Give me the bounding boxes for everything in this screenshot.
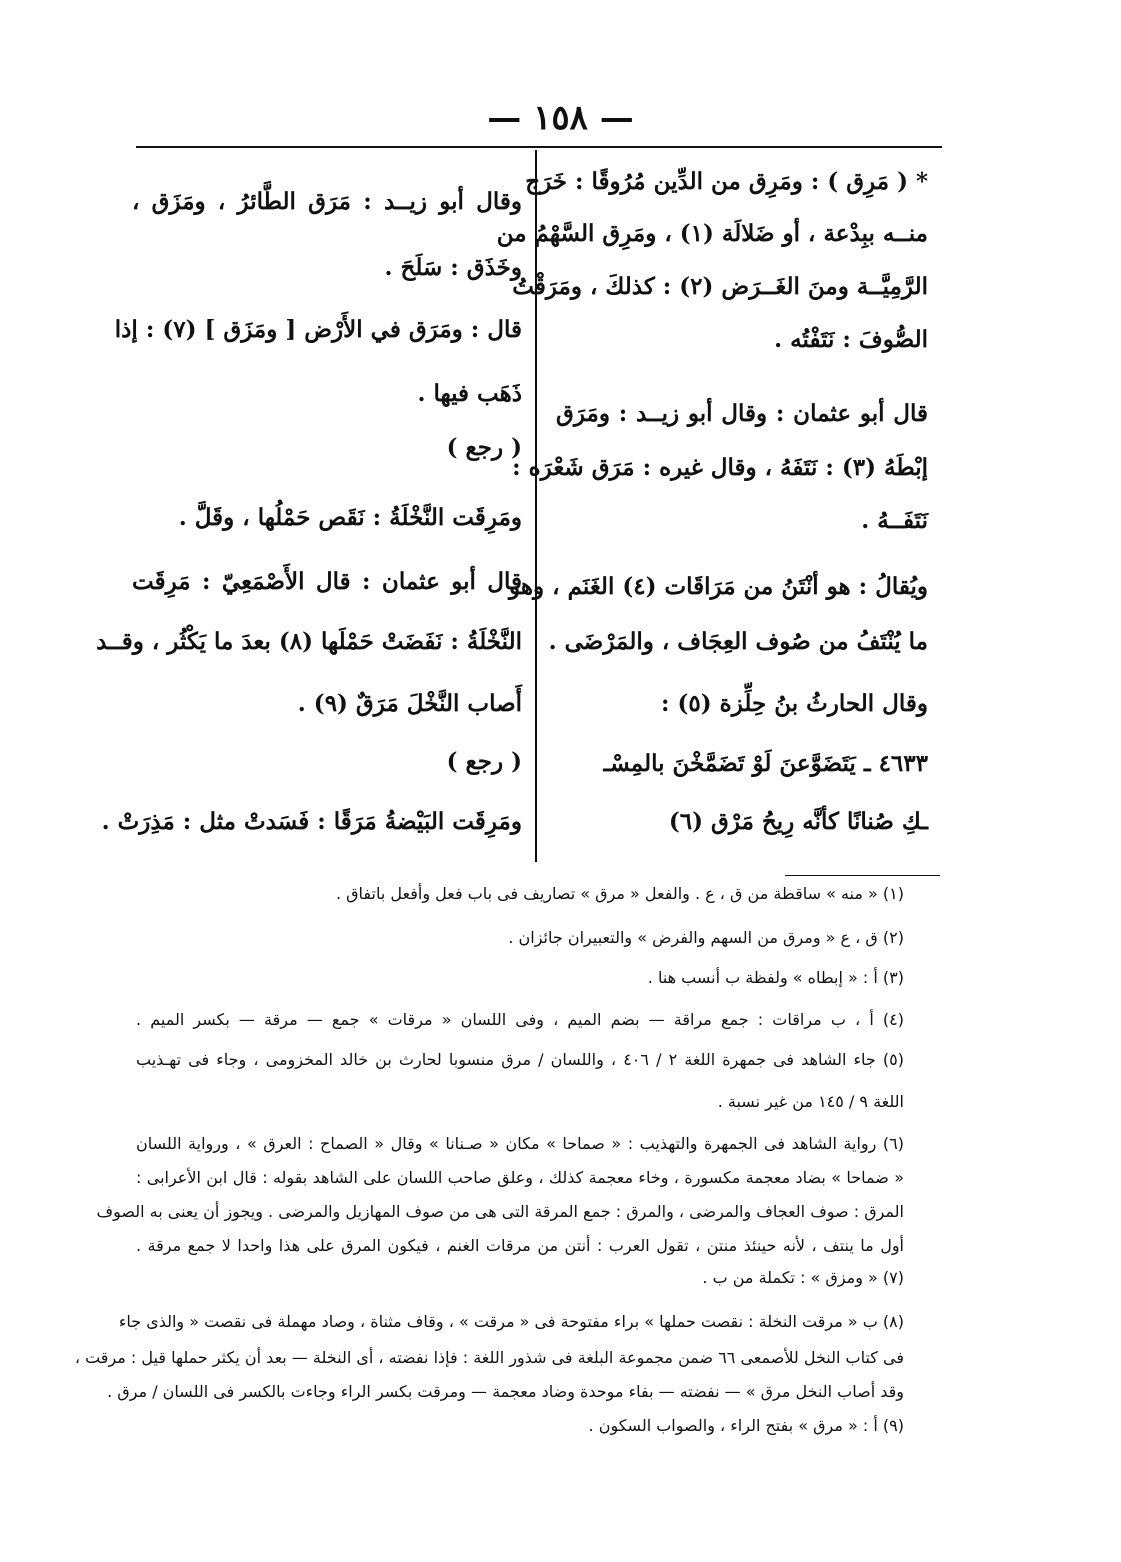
text-line: الصُّوفَ : نَتَفْتُه . — [774, 326, 928, 353]
text-line: وقال الحارثُ بنُ حِلِّزة (٥) : — [661, 690, 928, 717]
text-line: وخَذَق : سَلَحَ . — [384, 254, 522, 281]
footnote-line: المرق : صوف العجاف والمرضى ، والمرق : جمع المرقة التى هى من صوف المهازيل والمرضى . ويجوز أن يعنى به الصوف — [96, 1202, 904, 1221]
text-line: ومَرِقَت البَيْضةُ مَرَقًا : فَسَدتْ مثل : مَذِرَتْ . — [101, 808, 522, 835]
text-line: ـكِ صُنانًا كأنَّه رِيحُ مَرْق (٦) — [668, 808, 928, 835]
text-line: منــه ببِدْعة ، أو ضَلالَة (١) ، ومَرِق السَّهْمُ من — [496, 220, 928, 247]
text-line: إبْطَهُ (٣) : نَتَفَهُ ، وقال غيره : مَرَق شَعْرَه : — [512, 454, 928, 481]
text-line: الرَّمِيَّــة ومنَ الغَــرَض (٢) : كذلكَ ، ومَرَقْتُ — [512, 273, 928, 300]
footnote-line: اللغة ٩ / ١٤٥ من غير نسبة . — [717, 1092, 904, 1111]
text-line: قال أبو عثمان : وقال أبو زيــد : ومَرَق — [556, 400, 928, 427]
footnote-line: وقد أصاب النخل مرق » — نفضته — بفاء موحدة وضاد معجمة — ومرقت بكسر الراء وجاءت بالكسر فى اللسان / مرق . — [107, 1382, 904, 1401]
footnote-line: (٥) جاء الشاهد فى جمهرة اللغة ٢ / ٤٠٦ ، واللسان / مرق منسوبا لحارث بن خالد المخزومى ، وجاء فى تهـذيب — [136, 1050, 905, 1069]
footnote-line: (٩) أ : « مرق » بفتح الراء ، والصواب السكون . — [588, 1416, 904, 1435]
footnote-line: (٢) ق ، ع « ومرق من السهم والفرض » والتعبيران جائزان . — [508, 928, 904, 947]
text-line: قال أبو عثمان : قال الأَصْمَعِيّ : مَرِقَت — [132, 568, 522, 595]
footnote-line: أول ما ينتف ، لأنه حينئذ منتن ، تقول العرب : أنتن من مرقات الغنم ، فيكون المرق على هذا واحدا لا جمع مرقة . — [136, 1236, 904, 1255]
column-divider — [535, 150, 537, 862]
text-line: قال : ومَرَق في الأَرْض [ ومَزَق ] (٧) : إذا — [114, 316, 522, 343]
footnote-line: (٤) أ ، ب مراقات : جمع مراقة — بضم الميم ، وفى اللسان « مرقات » جمع — مرقة — بكسر الميم . — [136, 1010, 904, 1029]
text-line: أَصاب النَّخْلَ مَرَقٌ (٩) . — [297, 690, 522, 717]
text-line: ما يُنْتَفُ من صُوف العِجَاف ، والمَرْضَى . — [548, 628, 928, 655]
footnote-line: (٨) ب « مرقت النخلة : نقصت حملها » براء مفتوحة فى « مرقت » ، وقاف مثناة ، وصاد مهملة فى نقصت « والذى جاء — [118, 1312, 904, 1331]
text-line: وقال أبو زيــد : مَرَق الطَّائرُ ، ومَزَق ، — [132, 188, 522, 215]
footnote-line: (٦) رواية الشاهد فى الجمهرة والتهذيب : « صماحا » مكان « صـنانا » وقال « الصماح : العرق » ، ورواية اللسان — [136, 1134, 904, 1153]
footnote-line: (٣) أ : « إبطاه » ولفظة ب أنسب هنا . — [647, 968, 904, 987]
text-line: ( رجع ) — [446, 748, 522, 775]
footnote-line: « ضماحا » بضاد معجمة مكسورة ، وخاء معجمة كذلك ، وعلق صاحب اللسان على الشاهد بقوله : قال ابن الأعرابى : — [136, 1168, 904, 1187]
text-line: ذَهَب فيها . — [417, 380, 522, 407]
text-line: * ( مَرِق ) : ومَرِق من الدِّين مُرُوقًا : خَرَج — [525, 168, 928, 195]
footnote-line: فى كتاب النخل للأصمعى ٦٦ ضمن مجموعة البلغة فى شذور اللغة : فإذا نفضته ، أى النخلة — بعد أن يكثر حملها قيل : مرقت ، — [74, 1348, 904, 1367]
page-number: — ١٥٨ — — [487, 98, 634, 138]
footnote-rule — [785, 875, 940, 876]
text-line: نَتَفَــهُ . — [861, 507, 928, 534]
text-line: ويُقالُ : هو أنْتَنُ من مَرَاقَات (٤) الغَنَم ، وهو — [509, 573, 928, 600]
text-line: ومَرِقَت النَّخْلَةُ : نَقَص حَمْلُها ، وقَلَّ . — [178, 504, 522, 531]
text-line: ٤٦٣٣ ـ يَتَضَوَّعنَ لَوْ تَضَمَّخْنَ بالمِسْـ — [603, 750, 928, 777]
text-line: النَّخْلَةُ : نَفَضَتْ حَمْلَها (٨) بعدَ ما يَكْثُر ، وقــد — [96, 628, 522, 655]
footnote-line: (٧) « ومزق » : تكملة من ب . — [702, 1268, 904, 1287]
text-line: ( رجع ) — [446, 434, 522, 461]
footnote-line: (١) « منه » ساقطة من ق ، ع . والفعل « مرق » تصاريف فى باب فعل وأفعل باتفاق . — [335, 884, 904, 903]
header-rule — [136, 146, 942, 148]
